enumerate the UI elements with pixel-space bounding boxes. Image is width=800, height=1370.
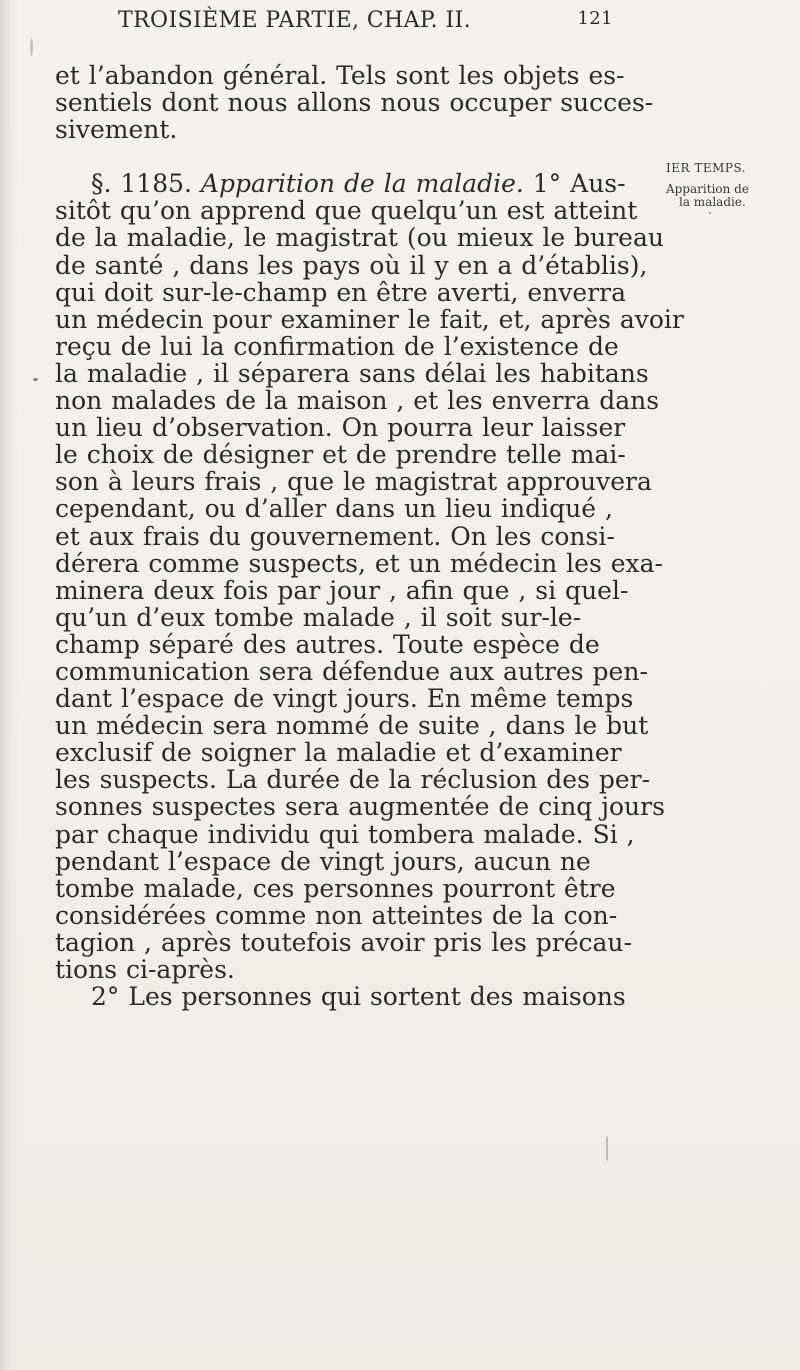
text-line: sentiels dont nous allons nous occuper succes-	[55, 88, 654, 118]
text-line: les suspects. La durée de la réclusion des per-	[55, 765, 651, 795]
text-line: tombe malade, ces personnes pourront être	[55, 873, 616, 903]
text-line: et aux frais du gouvernement. On les consi-	[55, 521, 615, 551]
text-line: exclusif de soigner la maladie et d’examiner	[55, 738, 622, 768]
text-line: tions ci-après.	[55, 955, 235, 984]
text-line: non malades de la maison , et les enverra dans	[55, 386, 660, 416]
margin-note-heading-continued: la maladie.	[679, 195, 746, 209]
text-line: de la maladie, le magistrat (ou mieux le bureau	[55, 223, 664, 253]
margin-note-heading: Apparition de	[666, 182, 749, 196]
text-line: communication sera défendue aux autres pen-	[55, 656, 648, 686]
text-line: un médecin pour examiner le fait, et, après avoir	[55, 304, 684, 334]
section-opening-line	[55, 170, 640, 197]
text-line: sivement.	[55, 115, 178, 145]
text-line: la maladie , il séparera sans délai les habitans	[55, 358, 649, 388]
text-line: qu’un d’eux tombe malade , il soit sur-le-	[55, 602, 582, 632]
section-intro-text: 1° Aus-	[532, 169, 626, 199]
page-mark	[30, 38, 33, 56]
text-line: son à leurs frais , que le magistrat approuvera	[55, 467, 652, 497]
text-line: champ séparé des autres. Toute espèce de	[55, 629, 600, 659]
text-line: pendant l’espace de vingt jours, aucun ne	[55, 846, 591, 876]
text-line: reçu de lui la confirmation de l’existence de	[55, 331, 619, 361]
text-line: un médecin sera nommé de suite , dans le but	[55, 711, 649, 741]
text-line: qui doit sur-le-champ en être averti, enverra	[55, 277, 627, 307]
page-mark	[709, 212, 711, 214]
text-line: par chaque individu qui tombera malade. Si ,	[55, 819, 635, 849]
page-mark	[606, 1137, 608, 1161]
text-line: tagion , après toutefois avoir pris les précau-	[55, 927, 632, 957]
section-number: §. 1185.	[91, 169, 192, 199]
text-line: dérera comme suspects, et un médecin les exa-	[55, 548, 663, 578]
section-heading: Apparition de la maladie.	[200, 169, 524, 199]
text-line: sitôt qu’on apprend que quelqu’un est atteint	[55, 196, 638, 226]
text-line: un lieu d’observation. On pourra leur laisser	[55, 413, 626, 443]
text-line: sonnes suspectes sera augmentée de cinq jours	[55, 792, 665, 822]
margin-time-note: IER TEMPS.	[666, 161, 747, 175]
text-line: dant l’espace de vingt jours. En même temps	[55, 684, 634, 714]
page-mark	[33, 378, 38, 381]
margin-notes	[666, 162, 788, 209]
text-line: de santé , dans les pays où il y en a d’établis),	[55, 250, 648, 280]
page-spine-shadow	[0, 0, 18, 1370]
text-line: 2° Les personnes qui sortent des maisons	[91, 982, 626, 1012]
text-line: cependant, ou d’aller dans un lieu indiqué ,	[55, 494, 613, 524]
text-line: et l’abandon général. Tels sont les objets es-	[55, 61, 625, 90]
text-line: minera deux fois par jour , afin que , si quel-	[55, 575, 629, 605]
running-head: TROISIÈME PARTIE, CHAP. II.	[118, 8, 472, 33]
page-number: 121	[577, 8, 613, 29]
text-line: le choix de désigner et de prendre telle mai-	[55, 440, 626, 470]
page-header	[118, 8, 613, 48]
text-line: considérées comme non atteintes de la con-	[55, 900, 618, 930]
main-text-block	[55, 61, 684, 1012]
